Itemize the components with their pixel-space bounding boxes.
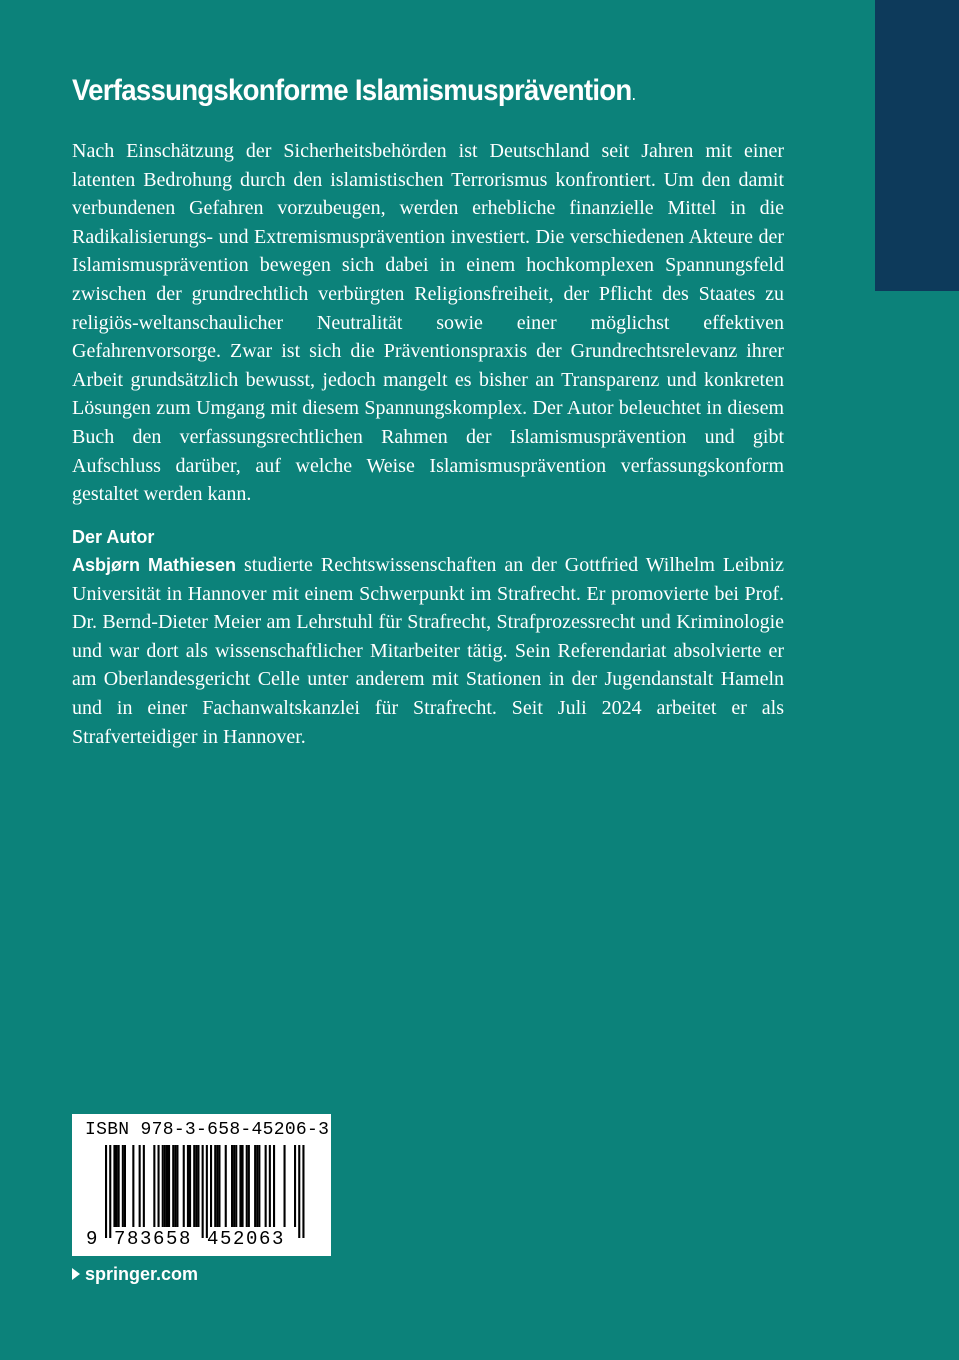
barcode-bar — [265, 1145, 267, 1227]
barcode-bars — [72, 1114, 331, 1256]
isbn-barcode — [72, 1114, 331, 1256]
barcode-bar — [132, 1145, 134, 1227]
barcode-bar — [258, 1145, 260, 1227]
author-bio — [72, 551, 784, 751]
barcode-bar — [302, 1145, 304, 1238]
barcode-bar — [109, 1145, 111, 1238]
barcode-bar — [239, 1145, 241, 1227]
publisher-url: springer.com — [85, 1264, 199, 1284]
barcode-bar — [105, 1145, 107, 1238]
book-title — [72, 72, 790, 113]
barcode-bar — [284, 1145, 286, 1227]
barcode-bar — [118, 1145, 120, 1227]
barcode-bar — [116, 1145, 118, 1227]
arrow-right-icon — [72, 1268, 80, 1280]
isbn-label: ISBN 978-3-658-45206-3 — [85, 1120, 330, 1140]
barcode-bar — [113, 1145, 115, 1227]
barcode-bar — [269, 1145, 271, 1227]
author-heading: Der Autor — [72, 527, 155, 547]
barcode-bar — [139, 1145, 141, 1227]
barcode-bar — [248, 1145, 250, 1227]
barcode-bar — [158, 1145, 160, 1227]
barcode-digits-right: 452063 — [207, 1228, 286, 1250]
barcode-bar — [225, 1145, 227, 1227]
publisher-link[interactable] — [72, 1262, 198, 1286]
barcode-bar — [195, 1145, 197, 1227]
barcode-bar — [216, 1145, 218, 1227]
barcode-bar — [218, 1145, 220, 1227]
barcode-bar — [231, 1145, 233, 1227]
barcode-bar — [233, 1145, 235, 1227]
barcode-bar — [166, 1145, 168, 1227]
barcode-bar — [210, 1145, 212, 1227]
barcode-bar — [197, 1145, 199, 1227]
barcode-bar — [122, 1145, 124, 1227]
barcode-bar — [174, 1145, 176, 1227]
barcode-bar — [254, 1145, 256, 1227]
barcode-bar — [176, 1145, 178, 1227]
barcode-bar — [124, 1145, 126, 1227]
author-bio-text: studierte Rechtswissenschaften an der Gottfried Wilhelm Leibniz Universität in Hannover mit einem Schwerpunkt im Strafrecht. Er promovierte bei Prof. Dr. Bernd-Dieter Meier am Lehrstuhl für Strafrecht, Strafprozessrecht und Kriminologie und war dort als wissenschaftlicher Mitarbeiter tätig. Sein Referendariat absolvierte er am Oberlandesgericht Celle unter anderem mit Stationen in der Jugendanstalt Hameln und in einer Fachanwaltskanzlei für Strafrecht. Seit Juli 2024 arbeitet er als Strafverteidiger in Hannover. — [72, 554, 784, 748]
barcode-bar — [273, 1145, 275, 1227]
barcode-bar — [164, 1145, 166, 1227]
barcode-bar — [298, 1145, 300, 1238]
book-description: Nach Einschätzung der Sicherheitsbehörden ist Deutschland seit Jahren mit einer latenten Bedrohung durch den islamistischen Terrorismus konfrontiert. Um den damit verbundenen Gefahren vorzubeugen, werden erhebliche finanzielle Mittel in die Radikalisierungs- und Extremismusprävention investiert. Die verschiedenen Akteure der Islamismusprävention bewegen sich dabei in einem hochkomplexen Spannungsfeld zwischen der grundrechtlich verbürgten Religionsfreiheit, der Pflicht des Staates zu religiös-weltanschaulicher Neutralität sowie einer möglichst effektiven Gefahrenvorsorge. Zwar ist sich die Präventionspraxis der Grundrechtsrelevanz ihrer Arbeit grundsätzlich bewusst, jedoch mangelt es bisher an Transparenz und konkreten Lösungen zum Umgang mit diesem Spannungskomplex. Der Autor beleuchtet in diesem Buch den verfassungsrechtlichen Rahmen der Islamismusprävention und gibt Aufschluss darüber, auf welche Weise Islamismusprävention verfassungskonform gestaltet werden kann. — [72, 140, 784, 506]
barcode-bar — [214, 1145, 216, 1227]
author-name: Asbjørn Mathiesen — [72, 555, 237, 575]
barcode-bar — [143, 1145, 145, 1227]
barcode-bar — [189, 1145, 191, 1227]
barcode-bar — [242, 1145, 244, 1227]
barcode-bar — [294, 1145, 296, 1227]
barcode-bar — [168, 1145, 170, 1227]
corner-color-block — [875, 0, 959, 291]
barcode-bar — [256, 1145, 258, 1227]
barcode-bar — [187, 1145, 189, 1227]
barcode-bar — [193, 1145, 195, 1227]
book-title-dot: . — [631, 84, 636, 104]
barcode-bar — [206, 1145, 208, 1238]
barcode-bar — [153, 1145, 155, 1227]
book-title-text: Verfassungskonforme Islamismusprävention — [72, 74, 632, 107]
barcode-bar — [172, 1145, 174, 1227]
barcode-digits-left: 783658 — [114, 1228, 193, 1250]
barcode-bar — [235, 1145, 237, 1227]
barcode-digit-first: 9 — [86, 1228, 98, 1250]
barcode-bar — [246, 1145, 248, 1227]
barcode-bar — [183, 1145, 185, 1227]
barcode-bar — [162, 1145, 164, 1227]
barcode-bar — [202, 1145, 204, 1238]
